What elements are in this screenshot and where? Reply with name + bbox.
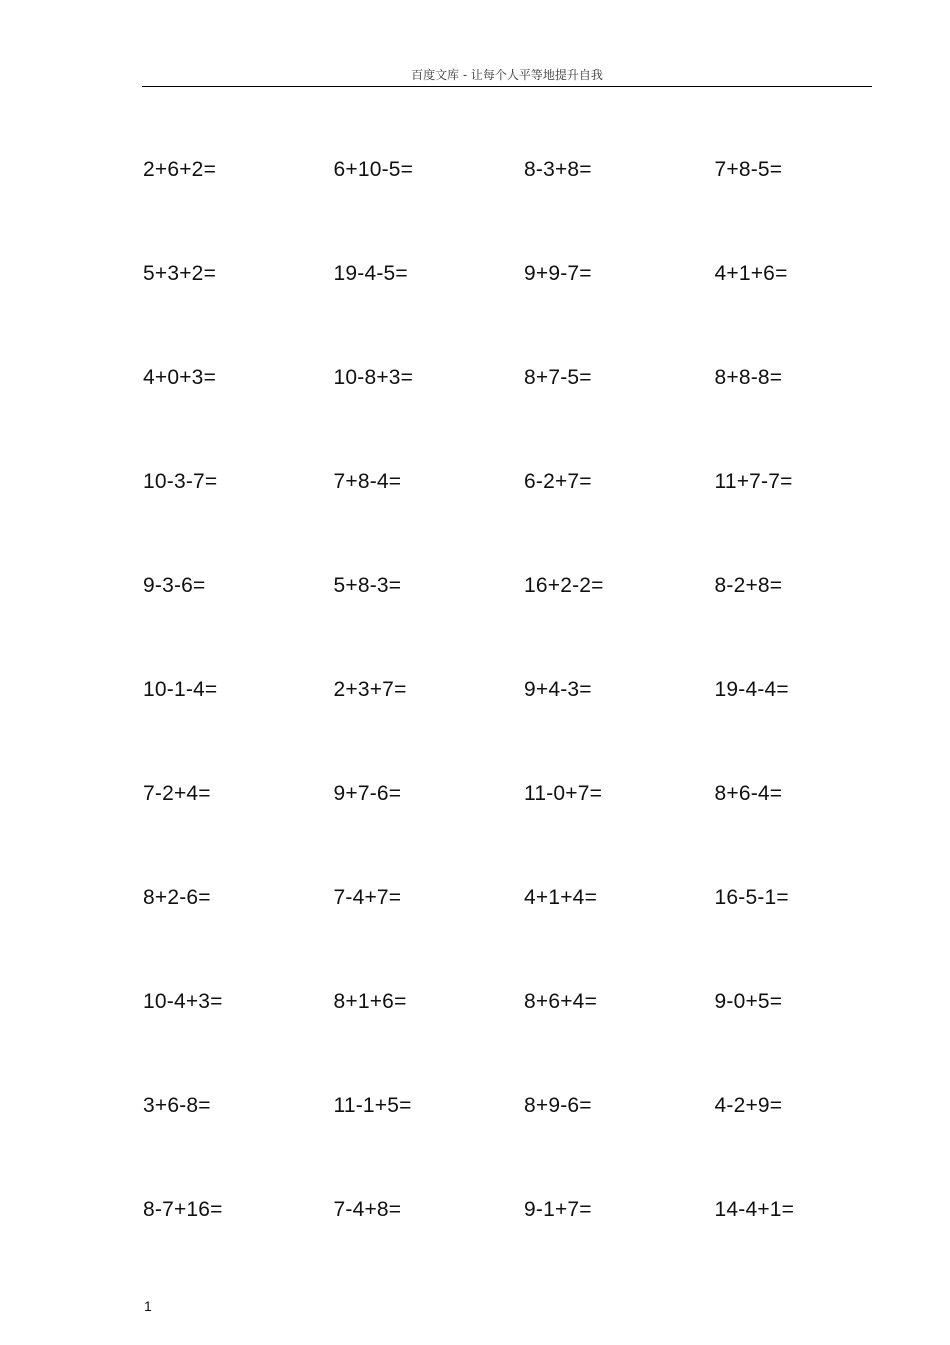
- math-problem: 3+6-8=: [143, 1094, 211, 1117]
- math-problem: 9+9-7=: [524, 262, 592, 285]
- problem-grid: [143, 153, 873, 1297]
- math-problem: 16-5-1=: [714, 886, 789, 909]
- header-divider: [142, 86, 872, 87]
- math-problem: 7+8-5=: [714, 158, 783, 181]
- math-problem: 9-0+5=: [714, 990, 783, 1013]
- math-problem: 16+2-2=: [524, 574, 604, 597]
- math-problem: 9-1+7=: [524, 1198, 592, 1221]
- math-problem: 8+7-5=: [524, 366, 592, 389]
- math-problem: 8+8-8=: [714, 366, 783, 389]
- math-problem: 8-2+8=: [714, 574, 783, 597]
- page-number: 1: [144, 1298, 152, 1314]
- math-problem: 7+8-4=: [333, 470, 402, 493]
- math-problem: 8-7+16=: [143, 1198, 223, 1221]
- math-problem: 4+1+6=: [714, 262, 788, 285]
- math-problem: 7-4+8=: [333, 1198, 402, 1221]
- math-problem: 14-4+1=: [714, 1198, 795, 1221]
- math-problem: 11-0+7=: [524, 782, 603, 805]
- math-problem: 19-4-4=: [714, 678, 789, 701]
- math-problem: 19-4-5=: [333, 262, 408, 285]
- math-problem: 8+9-6=: [524, 1094, 592, 1117]
- math-problem: 6+10-5=: [333, 158, 414, 181]
- math-problem: 4+0+3=: [143, 366, 217, 389]
- math-problem: 9+4-3=: [524, 678, 592, 701]
- math-problem: 7-2+4=: [143, 782, 211, 805]
- math-problem: 7-4+7=: [333, 886, 402, 909]
- math-problem: 10-3-7=: [143, 470, 218, 493]
- header-title: 百度文库 - 让每个人平等地提升自我: [411, 68, 603, 82]
- math-problem: 11-1+5=: [333, 1094, 412, 1117]
- math-problem: 10-4+3=: [143, 990, 223, 1013]
- math-problem: 8+2-6=: [143, 886, 211, 909]
- math-problem: 6-2+7=: [524, 470, 592, 493]
- math-problem: 10-1-4=: [143, 678, 218, 701]
- math-problem: 4+1+4=: [524, 886, 598, 909]
- math-problem: 2+3+7=: [333, 678, 407, 701]
- math-problem: 11+7-7=: [714, 470, 793, 493]
- math-problem: 5+3+2=: [143, 262, 217, 285]
- math-problem: 9+7-6=: [333, 782, 402, 805]
- math-problem: 8+6-4=: [714, 782, 783, 805]
- math-problem: 8+1+6=: [333, 990, 407, 1013]
- math-problem: 10-8+3=: [333, 366, 414, 389]
- math-problem: 9-3-6=: [143, 574, 206, 597]
- math-problem: 2+6+2=: [143, 158, 217, 181]
- math-problem: 5+8-3=: [333, 574, 402, 597]
- math-problem: 4-2+9=: [714, 1094, 783, 1117]
- math-problem: 8+6+4=: [524, 990, 598, 1013]
- math-problem: 8-3+8=: [524, 158, 592, 181]
